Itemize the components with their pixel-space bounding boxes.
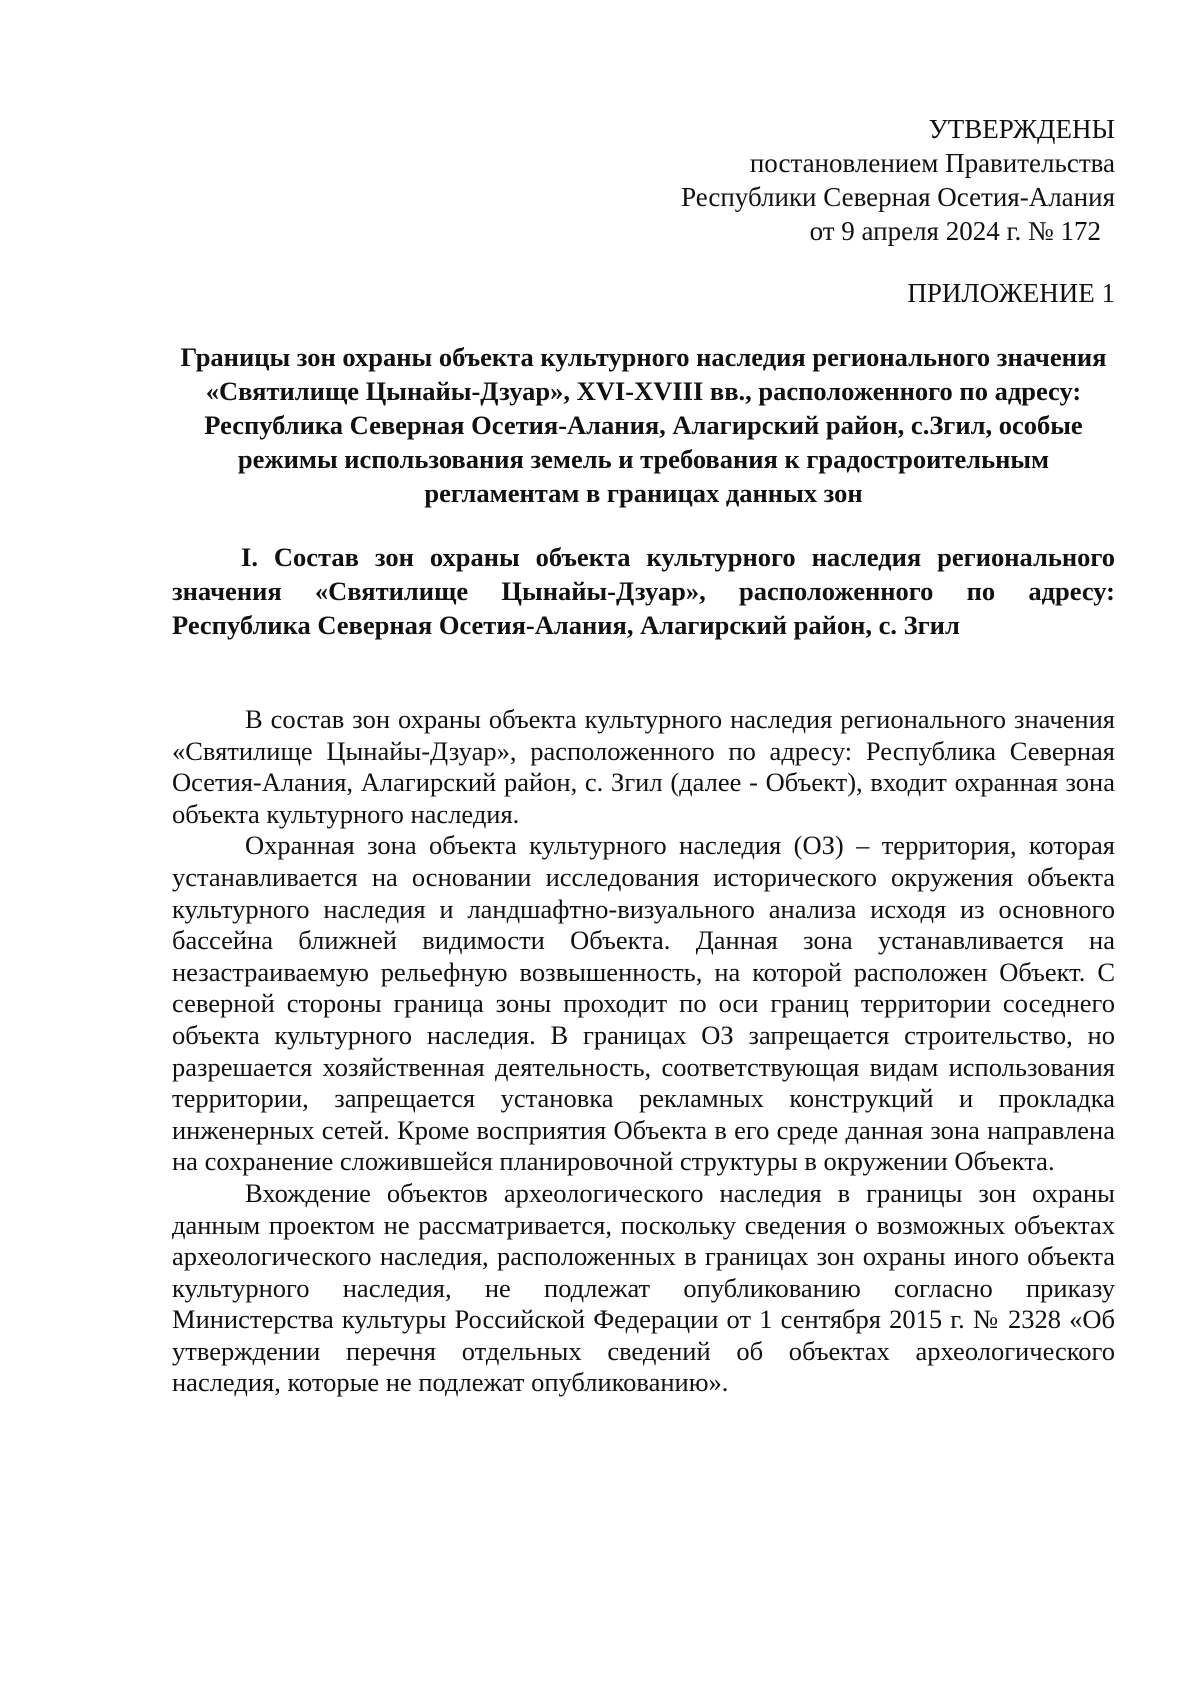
paragraph: Вхождение объектов археологического наследия в границы зон охраны данным проектом не рассматривается, поскольку сведения о возможных объектах археологического наследия, расположенных в границах зон охраны иного объекта культурного наследия, не подлежат опубликованию согласно приказу Министерства культуры Российской Федерации от 1 сентября 2015 г. № 2328 «Об утверждении перечня отдельных сведений об объектах археологического наследия, которые не подлежат опубликованию». — [172, 1177, 1115, 1398]
approval-authority: Республики Северная Осетия-Алания — [681, 182, 1115, 212]
approval-heading: УТВЕРЖДЕНЫ — [928, 114, 1115, 144]
section-heading: I. Состав зон охраны объекта культурного наследия регионального значения «Святилище Цынайы-Дзуар», расположенного по адресу: Республика Северная Осетия-Алания, Алагирский район, с. Згил — [172, 542, 1115, 640]
approval-date: от 9 апреля 2024 г. № 172 — [809, 216, 1101, 246]
paragraph: В состав зон охраны объекта культурного наследия регионального значения «Святилище Цынайы-Дзуар», расположенного по адресу: Республика Северная Осетия-Алания, Алагирский район, с. Згил (далее - Объект), входит охранная зона объекта культурного наследия. — [172, 704, 1115, 829]
paragraph: Охранная зона объекта культурного наследия (ОЗ) – территория, которая устанавливается на основании исследования исторического окружения объекта культурного наследия и ландшафтно-визуального анализа исходя из основного бассейна ближней видимости Объекта. Данная зона устанавливается на незастраиваемую рельефную возвышенность, на которой расположен Объект. С северной стороны граница зоны проходит по оси границ территории соседнего объекта культурного наследия. В границах ОЗ запрещается строительство, но разрешается хозяйственная деятельность, соответствующая видам использования территории, запрещается установка рекламных конструкций и прокладка инженерных сетей. Кроме восприятия Объекта в его среде данная зона направлена на сохранение сложившейся планировочной структуры в окружении Объекта. — [172, 830, 1115, 1177]
appendix-label: ПРИЛОЖЕНИЕ 1 — [907, 278, 1115, 308]
body-text — [172, 704, 1115, 1399]
document-title: Границы зон охраны объекта культурного наследия регионального значения «Святилище Цынайы-Дзуар», XVI-XVIII вв., расположенного по адресу: Республика Северная Осетия-Алания, Алагирский район, с.Згил, особые режимы использования земель и требования к градостроительным регламентам в границах данных зон — [180, 342, 1107, 508]
approval-resolution: постановлением Правительства — [749, 148, 1115, 178]
approval-stamp — [681, 112, 1115, 248]
